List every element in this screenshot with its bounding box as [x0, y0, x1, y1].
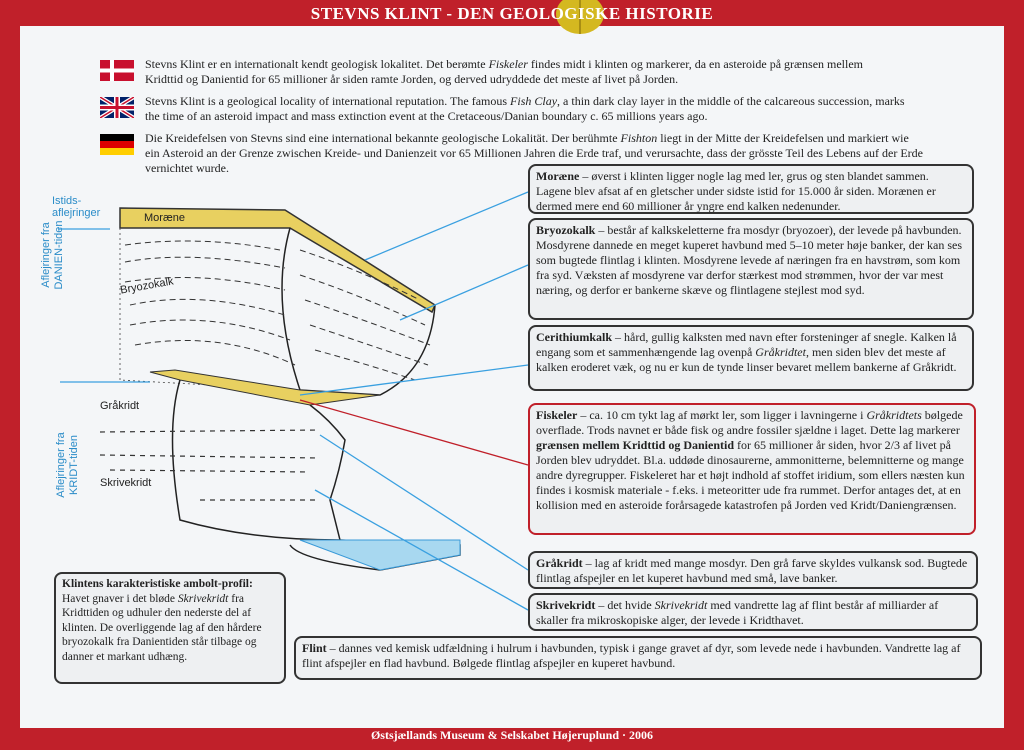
- intro-danish: Stevns Klint er en internationalt kendt geologisk lokalitet. Det berømte Fiskeler findes midt i klinten og markerer, da en asteroide på grænsen mellem Kridttid og Danientid for 65 millioner år siden ramte Jorden, og derved udryddede det meste af livet på Jorden.: [145, 57, 864, 86]
- info-box-flint: Flint – dannes ved kemisk udfældning i hulrum i havbunden, typisk i gange gravet af dyr, som levede nede i havbunden. Vandrette lag af flint afspejler en flad havbund. Bølgede flintlag afspejler en kuperet havbund.: [294, 636, 982, 680]
- label-kridt: Aflejringer fra KRIDT-tiden: [55, 432, 80, 498]
- layer-label-skrivekridt: Skrivekridt: [100, 477, 152, 489]
- layer-label-moraene: Moræne: [144, 212, 185, 224]
- cerithium-layer: [150, 370, 380, 405]
- layer-label-graakridt: Gråkridt: [100, 400, 140, 412]
- page-title: STEVNS KLINT - DEN GEOLOGISKE HISTORIE: [310, 4, 714, 23]
- intro-german: Die Kreidefelsen von Stevns sind eine international bekannte geologische Lokalität. Der berühmte Fishton liegt in der Mitte der Kreidefelsen und markiert wie ein Asteroid an der Grenze zwischen Kreide- und Danienzeit vor 65 Millionen Jahren die Erde traf, und verursachte, dass der grösste Teil des Lebens auf der Erde vernichtet wurde.: [145, 131, 923, 175]
- info-box-fiskeler: Fiskeler – ca. 10 cm tykt lag af mørkt ler, som ligger i lavningerne i Gråkridtets bølgede overflade. Trods navnet er både fisk og andre fossiler sjældne i laget. Dette lag markerer grænsen mellem Kridttid og Danientid for 65 millioner år siden, hvor 2/3 af livet på Jorden blev udryddet. Bl.a. uddøde dinosaurerne, ammonitterne, belemnitterne og mange andre dyregrupper. Fiskeleret har et højt indhold af stoffet iridium, som ellers næsten kun findes i kosmisk materiale - f.eks. i meteoritter ude fra rummet. Derfor antages det, at en kollision med en asteroide forårsagede katastrofen på Jorden ved Kridt/Daniengrænsen.: [528, 403, 976, 535]
- info-box-moraene: Moræne – øverst i klinten ligger nogle lag med ler, grus og sten blandet sammen. Lagene blev afsat af en gletscher under sidste istid for 15.000 år siden. Morænen er dermed mere end 60 millioner år yngre end kalken nedenunder.: [528, 164, 974, 214]
- info-box-skrivekridt: Skrivekridt – det hvide Skrivekridt med vandrette lag af flint består af milliarder af skaller fra mikroskopiske alger, der levede i Kridthavet.: [528, 593, 978, 631]
- info-box-cerithium: Cerithiumkalk – hård, gullig kalksten med navn efter forsteninger af snegle. Kalken lå engang som et sammenhængende lag ovenpå Gråkridtet, men siden blev det meste af kalken eroderet væk, og nu er kun de tynde linser bevaret mellem bankerne af Gråkridt.: [528, 325, 974, 391]
- label-istid: Istids-aflejringer: [52, 195, 101, 219]
- label-danien: Aflejringer fra DANIEN-tiden: [40, 220, 65, 290]
- sea-water: [300, 540, 460, 570]
- intro-english: Stevns Klint is a geological locality of international reputation. The famous Fish Clay, a thin dark clay layer in the middle of the calcareous succession, marks the time of an asteroid impact and mass extinction event at the Cretaceous/Danian boundary c. 65 millions years ago.: [145, 94, 905, 123]
- flint-dashes-bryozokalk: [125, 241, 430, 380]
- layer-label-bryozokalk: Bryozokalk: [119, 275, 175, 297]
- flint-dashes-kridt: [100, 430, 320, 500]
- info-box-ambolt: Klintens karakteristiske ambolt-profil: Havet gnaver i det bløde Skrivekridt fra Kridttiden og udhuler den nederste del af klinten. De overliggende lag af den hårdere bryozokalk fra Danientiden står tilbage og danner et markant udhæng.: [54, 572, 286, 684]
- info-box-bryozokalk: Bryozokalk – består af kalkskeletterne fra mosdyr (bryozoer), der levede på havbunden. Mosdyrene dannede en meget kuperet havbund med 5–10 meter høje banker, der kan ses som bugtede flintlag i klinten. Mosdyrene levede af næringen fra en havstrøm, som kom fra syd. Væksten af mosdyrene var derfor stærkest mod strømmen, hvor der var mest næring, og derfor er bankerne skæve og flintlagene stejlest mod syd.: [528, 218, 974, 320]
- footer-credit: Østsjællands Museum & Selskabet Højeruplund · 2006: [370, 728, 654, 742]
- info-box-graakridt: Gråkridt – lag af kridt med mange mosdyr. Den grå farve skyldes vulkansk sod. Bugtede flintlag afspejler en let kuperet havbund med små, lave banker.: [528, 551, 978, 589]
